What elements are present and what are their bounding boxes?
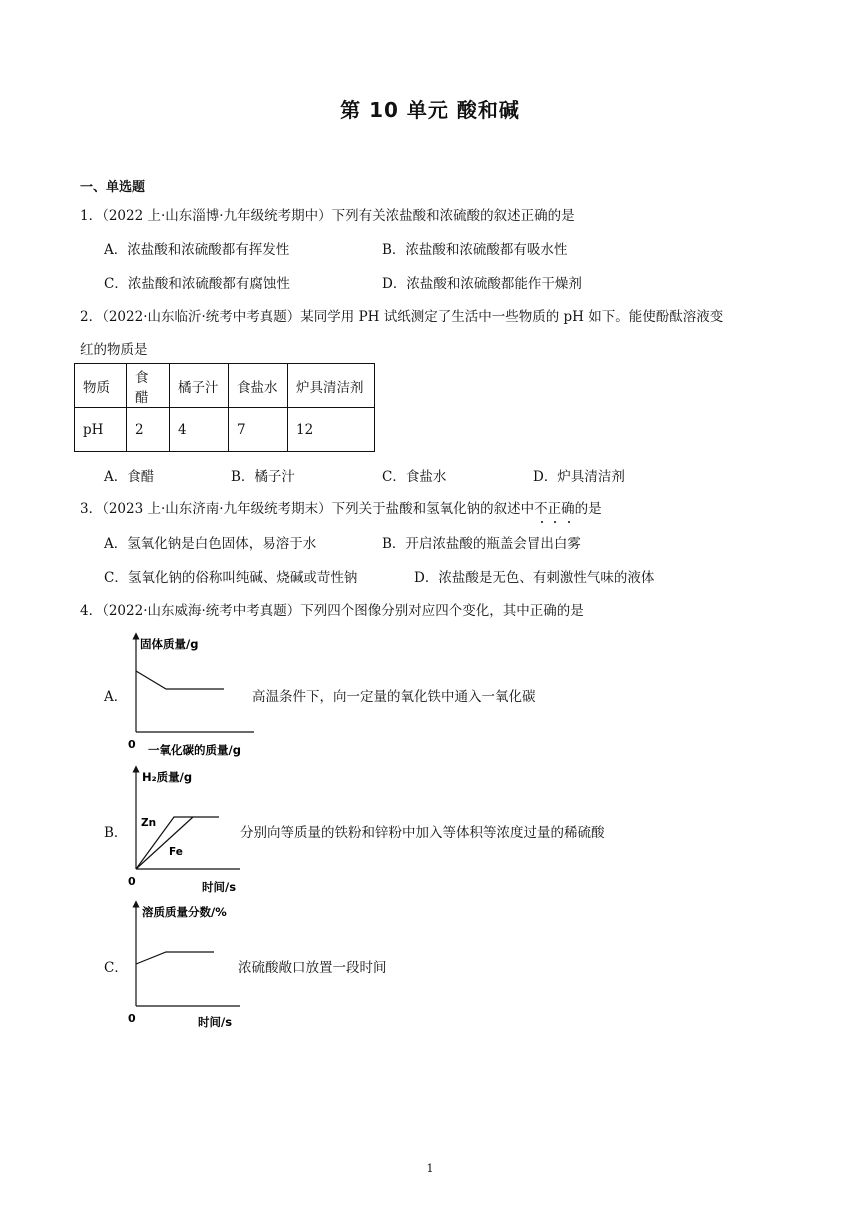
- y-axis-label: 固体质量/g: [140, 637, 199, 651]
- table-row: [75, 408, 375, 452]
- table-cell: 12: [288, 408, 375, 452]
- graph-b: [124, 765, 244, 895]
- q4-option-b-text: 分别向等质量的铁粉和锌粉中加入等体积等浓度过量的稀硫酸: [240, 825, 605, 841]
- q1-option-c: C．浓盐酸和浓硫酸都有腐蚀性: [104, 276, 290, 292]
- origin-label: 0: [128, 738, 136, 751]
- emphasis-char: 确: [561, 501, 575, 517]
- q1-option-a: A．浓盐酸和浓硫酸都有挥发性: [104, 242, 290, 258]
- zn-label: Zn: [141, 817, 157, 829]
- q1-stem: 1．（2022 上·山东淄博·九年级统考期中）下列有关浓盐酸和浓硫酸的叙述正确的是: [80, 208, 575, 224]
- x-axis-label: 时间/s: [198, 1015, 233, 1029]
- emphasis-char: 正: [547, 501, 562, 517]
- y-axis-label: H₂质量/g: [142, 770, 193, 784]
- section-heading: 一、单选题: [80, 180, 146, 195]
- q2-option-c: C．食盐水: [382, 469, 447, 485]
- q3-option-c: C．氢氧化钠的俗称叫纯碱、烧碱或苛性钠: [104, 570, 358, 586]
- fe-label: Fe: [169, 846, 183, 858]
- table-cell: 物质: [75, 364, 127, 408]
- graph-a: [124, 632, 256, 760]
- table-cell: pH: [75, 408, 127, 452]
- table-cell: 7: [229, 408, 288, 452]
- y-axis-label: 溶质质量分数/%: [142, 905, 227, 919]
- table-cell: 炉具清洁剂: [288, 364, 375, 408]
- table-cell: 食醋: [127, 364, 170, 408]
- q3-option-b: B．开启浓盐酸的瓶盖会冒出白雾: [382, 536, 581, 552]
- q3-stem: [80, 497, 602, 517]
- q4-stem: 4．（2022·山东威海·统考中考真题）下列四个图像分别对应四个变化，其中正确的是: [80, 603, 584, 619]
- ph-table: [74, 363, 375, 452]
- q4-option-a-label: A．: [104, 689, 128, 705]
- q4-option-c-label: C．: [104, 960, 128, 976]
- table-cell: 食盐水: [229, 364, 288, 408]
- q4-option-a-text: 高温条件下，向一定量的氧化铁中通入一氧化碳: [252, 689, 536, 705]
- q4-option-b-label: B．: [104, 825, 128, 841]
- table-cell: 4: [170, 408, 229, 452]
- table-header-row: [75, 364, 375, 408]
- q1-option-d: D．浓盐酸和浓硫酸都能作干燥剂: [382, 276, 582, 292]
- curve-mass-fraction: [136, 952, 214, 964]
- q2-option-b: B．橘子汁: [231, 469, 295, 485]
- table-cell: 橘子汁: [170, 364, 229, 408]
- q3-stem-end: 的是: [574, 501, 602, 517]
- q3-option-d: D．浓盐酸是无色、有刺激性气味的液体: [414, 570, 655, 586]
- curve-solid-mass: [136, 671, 224, 689]
- table-cell: 2: [127, 408, 170, 452]
- emphasis-char: 不: [534, 501, 548, 517]
- q2-stem-line1: 2．（2022·山东临沂·统考中考真题）某同学用 PH 试纸测定了生活中一些物质的 pH 如下。能使酚酞溶液变: [80, 309, 724, 325]
- graph-c: [124, 900, 244, 1030]
- q2-option-d: D．炉具清洁剂: [533, 469, 625, 485]
- q3-option-a: A．氢氧化钠是白色固体，易溶于水: [104, 536, 317, 552]
- q1-option-b: B．浓盐酸和浓硫酸都有吸水性: [382, 242, 568, 258]
- page-title: 第 10 单元 酸和碱: [340, 98, 520, 122]
- q2-option-a: A．食醋: [104, 469, 155, 485]
- x-axis-label: 一氧化碳的质量/g: [148, 743, 241, 757]
- origin-label: 0: [128, 875, 136, 888]
- origin-label: 0: [128, 1012, 136, 1025]
- x-axis-label: 时间/s: [202, 880, 237, 894]
- q2-stem-line2: 红的物质是: [80, 342, 148, 358]
- q3-stem-text: 3．（2023 上·山东济南·九年级统考期末）下列关于盐酸和氢氧化钠的叙述中: [80, 501, 535, 517]
- q4-option-c-text: 浓硫酸敞口放置一段时间: [238, 960, 387, 976]
- page-number: 1: [426, 1162, 434, 1175]
